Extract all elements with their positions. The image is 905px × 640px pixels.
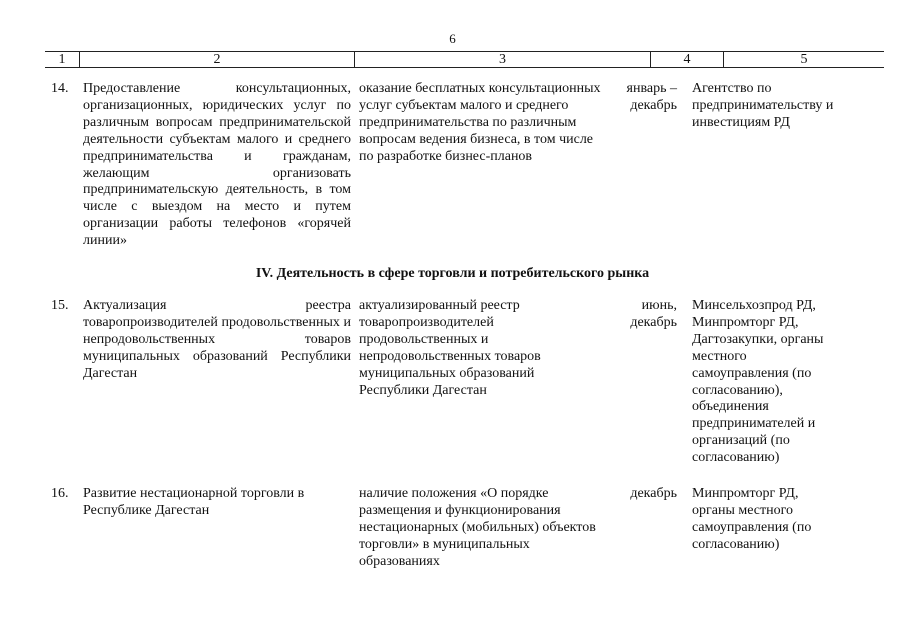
header-col-4: 4 [683, 52, 691, 67]
row-period: июнь, декабрь [630, 298, 677, 330]
header-col-3: 3 [499, 52, 506, 67]
header-col-2: 2 [213, 52, 221, 67]
row-result: оказание бесплатных консультационных услуг субъектам малого и среднего предпринимательства по различным вопросам ведения бизнеса, в том числе по разработке бизнес-планов [359, 81, 601, 164]
row-activity: Развитие нестационарной торговли в Республике Дагестан [83, 486, 305, 518]
row-number: 16. [51, 486, 69, 501]
table-header [45, 51, 884, 68]
row-period: январь – декабрь [626, 81, 677, 113]
row-number: 14. [51, 81, 69, 96]
row-executor: Минпромторг РД, органы местного самоуправления (по согласованию) [692, 486, 812, 552]
row-activity: Предоставление консультационных, организационных, юридических услуг по различным вопросам предпринимательской деятельности субъектам малого и среднего предпринимательства и гражданам, желающим организовать предпринимательскую деятельность, в том числе с выездом на место и путем организации работы телефонов «горячей линии» [83, 81, 351, 249]
row-result: наличие положения «О порядке размещения и функционирования нестационарных (мобильных) объектов торговли» в муниципальных образованиях [359, 486, 596, 569]
row-number: 15. [51, 298, 69, 313]
header-col-5: 5 [800, 52, 808, 67]
row-executor: Агентство по предпринимательству и инвестициям РД [692, 81, 834, 130]
row-activity: Актуализация реестра товаропроизводителей продовольственных и непродовольственных товаров муниципальных образований Республики Дагестан [83, 298, 351, 381]
row-period: декабрь [630, 486, 677, 501]
section-title: IV. Деятельность в сфере торговли и потребительского рынка [255, 266, 650, 281]
row-result: актуализированный реестр товаропроизводителей продовольственных и непродовольственных товаров муниципальных образований Республики Дагестан [359, 298, 541, 398]
header-col-1: 1 [58, 52, 66, 67]
row-executor: Минсельхозпрод РД, Минпромторг РД, Дагтозакупки, органы местного самоуправления (по согласованию), объединения предпринимателей и организаций (по согласованию) [692, 298, 824, 466]
page-number: 6 [449, 31, 456, 46]
